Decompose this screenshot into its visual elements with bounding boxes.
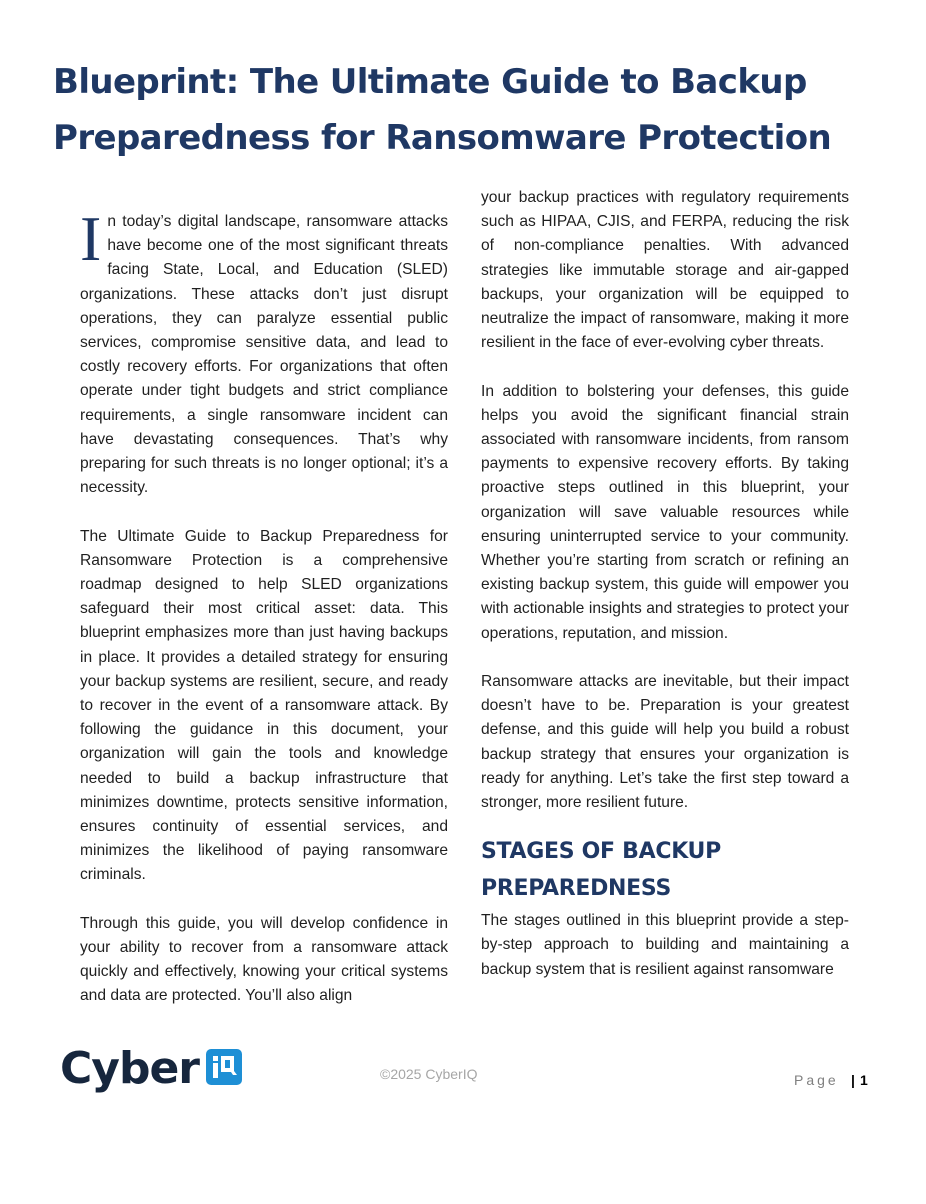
right-column (481, 186, 849, 1006)
stages-paragraph: The stages outlined in this blueprint provide a step-by-step approach to building and maintaining a backup system that is resilient against ransomware (481, 912, 849, 978)
drop-cap: I (80, 203, 102, 274)
section-heading: STAGES OF BACKUP PREPAREDNESS (481, 839, 721, 902)
cyberiq-logo (60, 1043, 243, 1095)
page-separator: | (851, 1072, 855, 1088)
page-number: 1 (860, 1072, 868, 1088)
closing-paragraph: Ransomware attacks are inevitable, but their impact doesn’t have to be. Preparation is your greatest defense, and this guide will help you build a robust backup strategy that ensures your organization is ready for anything. Let’s take the first step toward a stronger, more resilient future. (481, 673, 849, 812)
logo-wordmark: Cyber (60, 1043, 200, 1094)
copyright-notice: ©2025 CyberIQ (380, 1066, 478, 1082)
compliance-paragraph: your backup practices with regulatory requirements such as HIPAA, CJIS, and FERPA, reducing the risk of non-compliance penalties. With advanced strategies like immutable storage and air-gapped backups, your organization will be equipped to neutralize the impact of ransomware, making it more resilient in the face of ever-evolving cyber threats. (481, 189, 849, 352)
logo-iq-badge-icon (205, 1048, 243, 1091)
document-title: Blueprint: The Ultimate Guide to Backup Preparedness for Ransomware Protection (53, 62, 832, 158)
guide-overview-paragraph: The Ultimate Guide to Backup Preparedness for Ransomware Protection is a comprehensive roadmap designed to help SLED organizations safeguard their most critical asset: data. This blueprint emphasizes more than just having backups in place. It provides a detailed strategy for ensuring your backup systems are resilient, secure, and ready to recover in the event of a ransomware attack. By following the guidance in this document, your organization will gain the tools and knowledge needed to build a backup infrastructure that minimizes downtime, protects sensitive information, ensures continuity of essential services, and minimizes the likelihood of paying ransomware criminals. (80, 527, 448, 884)
page-label: Page (794, 1072, 839, 1088)
left-column (80, 203, 448, 1033)
intro-paragraph-text: n today’s digital landscape, ransomware attacks have become one of the most significant threats facing State, Local, and Education (SLED) organizations. These attacks don’t just disrupt operations, they can paralyze essential public services, compromise sensitive data, and lead to costly recovery efforts. For organizations that often operate under tight budgets and strict compliance requirements, a single ransomware incident can have devastating consequences. That’s why preparing for such threats is no longer optional; it’s a necessity. (80, 213, 448, 497)
intro-paragraph (80, 203, 448, 500)
confidence-paragraph: Through this guide, you will develop confidence in your ability to recover from a ransomware attack quickly and effectively, knowing your critical systems and data are protected. You’ll also align (80, 914, 448, 1005)
financial-paragraph: In addition to bolstering your defenses, this guide helps you avoid the significant financial strain associated with ransomware incidents, from ransom payments to expensive recovery efforts. By taking proactive steps outlined in this blueprint, your organization will save valuable resources while ensuring uninterrupted service to your community. Whether you’re starting from scratch or refining an existing backup system, this guide will empower you with actionable insights and strategies to protect your operations, reputation, and mission. (481, 382, 849, 642)
